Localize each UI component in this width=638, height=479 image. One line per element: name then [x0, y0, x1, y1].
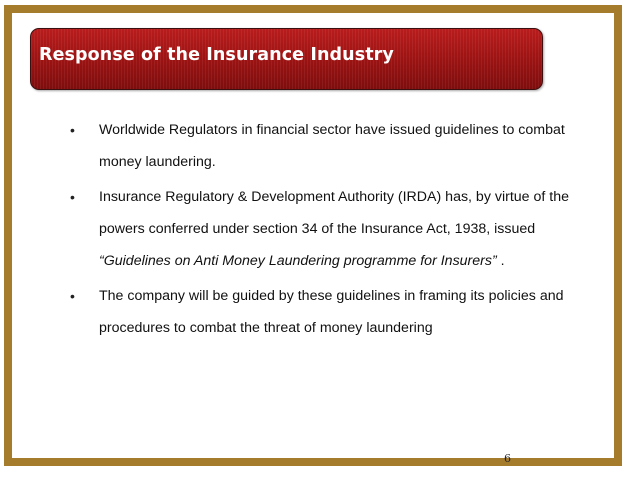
- bullet-text-main: Insurance Regulatory & Development Authority (IRDA) has, by virtue of the powers conferred under section 34 of the Insurance Act, 1938, issued: [99, 189, 569, 237]
- title-bar: [30, 28, 543, 90]
- bullet-text: Worldwide Regulators in financial sector have issued guidelines to combat money laundering.: [99, 122, 565, 170]
- bullet-text-end: .: [496, 253, 505, 269]
- guideline-title: “Guidelines on Anti Money Laundering programme for Insurers”: [99, 253, 497, 269]
- page-number: 6: [504, 452, 511, 465]
- bullet-text: [99, 181, 596, 277]
- bullet-icon: •: [70, 189, 75, 205]
- list-item: [56, 118, 596, 182]
- bullet-text: The company will be guided by these guidelines in framing its policies and procedures to combat the threat of money laundering: [99, 288, 564, 336]
- slide-title: Response of the Insurance Industry: [39, 45, 394, 65]
- bullet-list: [56, 118, 596, 348]
- list-item: [56, 185, 596, 281]
- list-item: [56, 284, 596, 348]
- bullet-icon: •: [70, 288, 75, 304]
- bullet-icon: •: [70, 122, 75, 138]
